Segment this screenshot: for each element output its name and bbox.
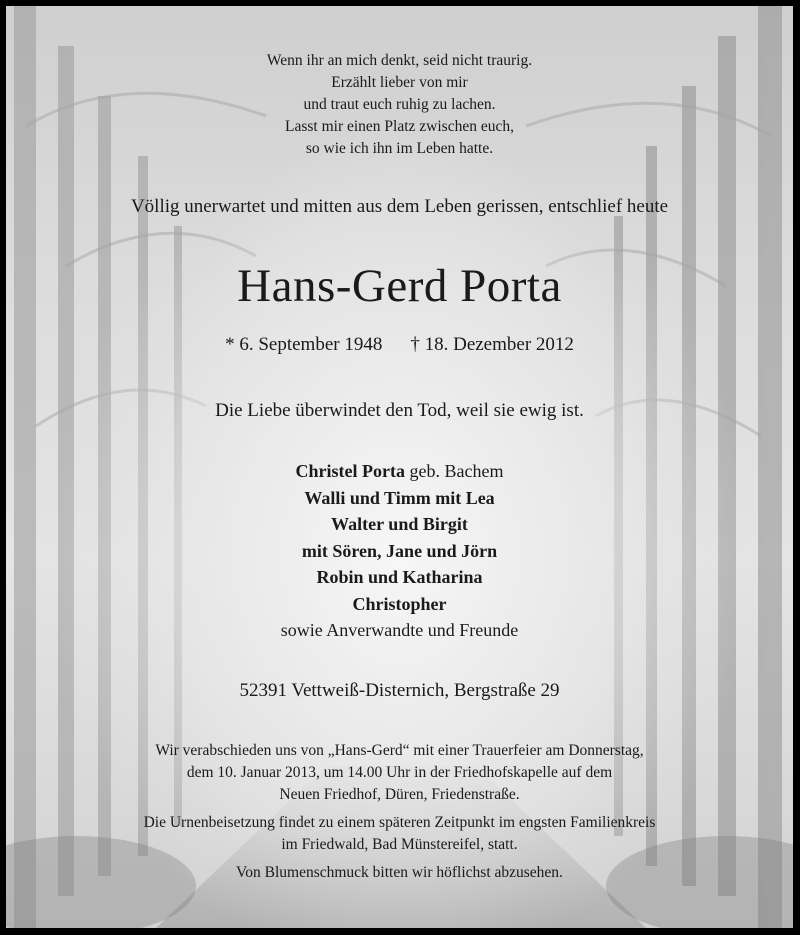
family-closing: sowie Anverwandte und Freunde <box>280 620 519 640</box>
family-line-3: Walter und Birgit <box>331 514 468 534</box>
family-line-4: mit Sören, Jane und Jörn <box>301 541 498 561</box>
notice-line-6: Von Blumenschmuck bitten wir höflichst abzusehen. <box>236 864 563 881</box>
address: 52391 Vettweiß-Disternich, Bergstraße 29 <box>239 680 560 701</box>
memorial-quote: Die Liebe überwindet den Tod, weil sie ewig ist. <box>215 400 584 421</box>
life-dates <box>6 334 793 356</box>
family-line-1 <box>6 458 793 485</box>
widow-name: Christel Porta <box>295 461 405 481</box>
family-line-5: Robin und Katharina <box>316 567 483 587</box>
family-line-6: Christopher <box>352 594 447 614</box>
obituary-card <box>6 6 793 928</box>
notice-line-4: Die Urnenbeisetzung findet zu einem späteren Zeitpunkt im engsten Familienkreis <box>143 814 656 831</box>
deceased-name: Hans-Gerd Porta <box>237 260 562 312</box>
birth-date: * 6. September 1948 <box>225 334 383 355</box>
poem-line-1: Wenn ihr an mich denkt, seid nicht traurig. <box>266 52 533 69</box>
family-line-2: Walli und Timm mit Lea <box>304 488 495 508</box>
widow-maiden-name: geb. Bachem <box>405 461 504 481</box>
poem-line-3: und traut euch ruhig zu lachen. <box>303 96 496 113</box>
poem-line-4: Lasst mir einen Platz zwischen euch, <box>285 118 514 135</box>
death-date: † 18. Dezember 2012 <box>410 334 574 355</box>
poem-line-2: Erzählt lieber von mir <box>331 74 468 91</box>
notice-line-1: Wir verabschieden uns von „Hans-Gerd“ mit einer Trauerfeier am Donnerstag, <box>155 742 644 759</box>
poem-line-5: so wie ich ihn im Leben hatte. <box>305 140 494 157</box>
intro-text: Völlig unerwartet und mitten aus dem Leben gerissen, entschlief heute <box>130 196 669 217</box>
notice-line-2: dem 10. Januar 2013, um 14.00 Uhr in der Friedhofskapelle auf dem <box>186 764 613 781</box>
notice-line-3: Neuen Friedhof, Düren, Friedenstraße. <box>279 786 520 803</box>
notice-line-5: im Friedwald, Bad Münstereifel, statt. <box>281 836 518 853</box>
obituary-text <box>6 6 793 928</box>
